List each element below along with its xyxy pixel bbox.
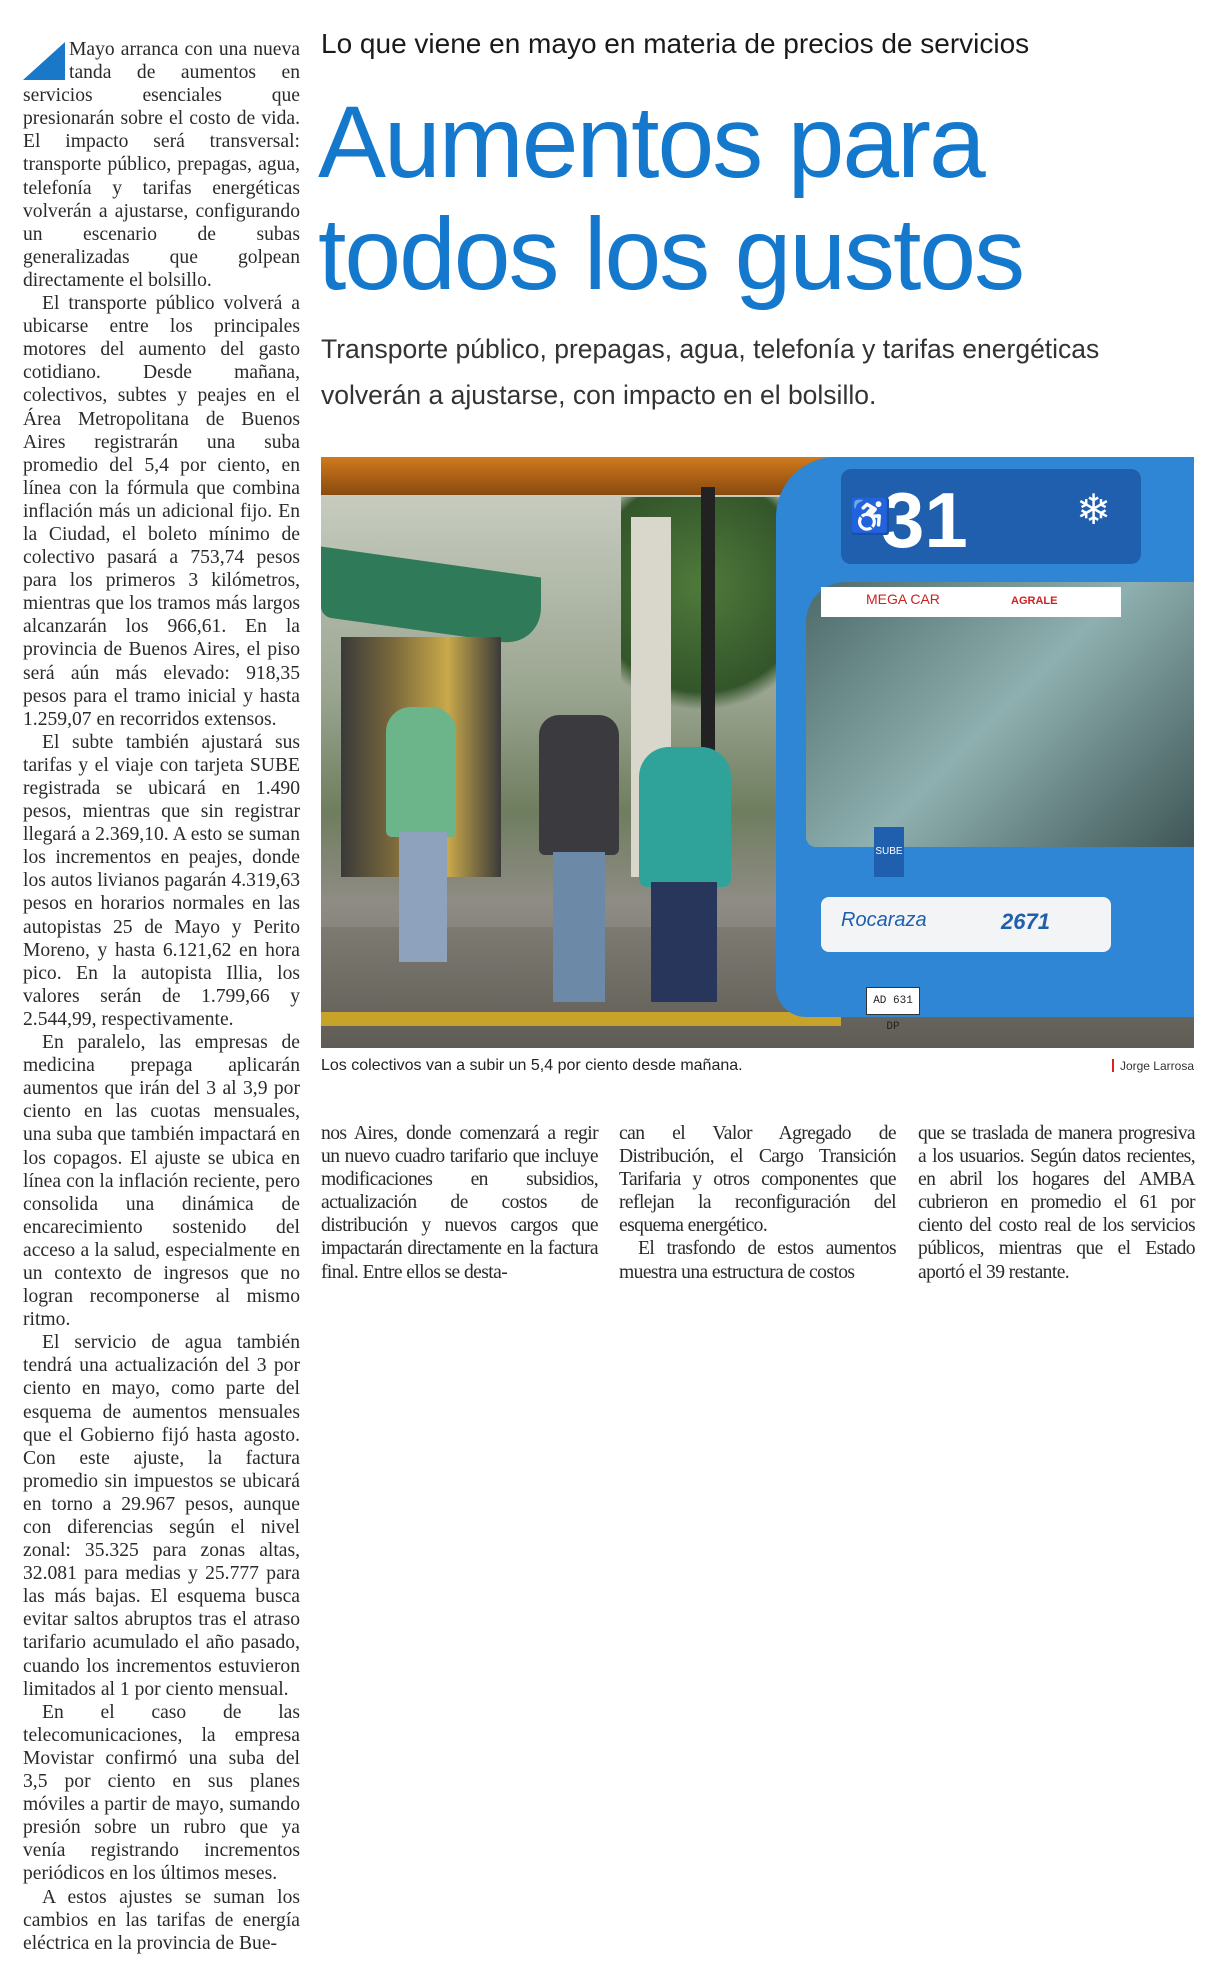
article-column-3	[619, 1122, 896, 1284]
snowflake-icon: ❄	[1076, 488, 1112, 534]
article-column-4	[918, 1122, 1195, 1284]
headline-line-1: Aumentos para	[318, 85, 984, 199]
accessibility-icon: ♿	[849, 499, 892, 536]
paragraph: El trasfondo de estos aumentos muestra una estructura de costos	[619, 1238, 896, 1283]
photo-credit	[1112, 1059, 1194, 1073]
credit-bar	[1112, 1059, 1114, 1072]
paragraph: can el Valor Agregado de Distribución, el Cargo Transición Tarifaria y otros componentes que reflejan la reconfiguración del esquema energético.	[619, 1123, 896, 1237]
article-column-2	[321, 1122, 598, 1284]
person-green-shirt	[386, 707, 456, 837]
headline-line-2: todos los gustos	[318, 197, 1024, 311]
kicker: Lo que viene en mayo en materia de precios de servicios	[321, 28, 1030, 59]
photo-caption: Los colectivos van a subir un 5,4 por ciento desde mañana.	[321, 1057, 743, 1074]
triangle-drop-icon	[23, 42, 65, 80]
person-teal-shirt	[639, 747, 731, 887]
bus-brand: AGRALE	[1011, 595, 1058, 607]
paragraph: nos Aires, donde comenzará a regir un nuevo cuadro tarifario que incluye modificaciones en subsidios, actualización de costos de distribución y nuevos cargos que impactarán directamente en la factura final. Entre ellos se desta-	[321, 1123, 598, 1283]
paragraph: El transporte público volverá a ubicarse entre los principales motores del aumento del gasto cotidiano. Desde mañana, colectivos, subtes y peajes en el Área Metropolitana de Buenos Aires registrarán una suba promedio del 5,4 por ciento, en línea con la fórmula que combina inflación más un adicional fijo. En la Ciudad, el boleto mínimo de colectivo pasará a 753,74 pesos para los primeros 3 kilómetros, mientras que los tramos más largos alcanzarán los 966,61. En la provincia de Buenos Aires, el piso será aún más elevado: 918,35 pesos para el tramo inicial y hasta 1.259,07 en recorridos extensos.	[23, 293, 300, 730]
paragraph: que se traslada de manera progresiva a los usuarios. Según datos recientes, en abril los hogares del AMBA cubrieron en promedio el 61 por ciento del costo real de los servicios públicos, mientras que el Estado aportó el 39 restante.	[918, 1123, 1195, 1283]
paragraph: Mayo arranca con una nueva tanda de aumentos en servicios esenciales que presionarán sobre el costo de vida. El impacto será transversal: transporte público, prepagas, agua, telefonía y tarifas energéticas volverán a ajustarse, configurando un escenario de subas generalizadas que golpean directamente el bolsillo.	[23, 39, 300, 291]
article-column-1	[23, 38, 300, 1955]
bus-windshield	[806, 582, 1194, 847]
person-legs	[399, 832, 447, 962]
paragraph: En paralelo, las empresas de medicina prepaga aplicarán aumentos que irán del 3 al 3,9 por ciento en las cuotas mensuales, una suba que también impactará en los copagos. El ajuste se ubica en línea con la inflación reciente, pero consolida una dinámica de encarecimiento sostenido del acceso a la salud, especialmente en un contexto de ingresos que no logran recomponerse al mismo ritmo.	[23, 1032, 300, 1331]
curb	[321, 1012, 841, 1026]
subtitle: Transporte público, prepagas, agua, telefonía y tarifas energéticas volverán a ajustarse, con impacto en el bolsillo.	[321, 334, 1100, 410]
headline	[318, 86, 1023, 310]
bus-line-number: 31	[881, 476, 968, 564]
bus-number: 2671	[1001, 909, 1050, 934]
person-jeans	[553, 852, 605, 1002]
shelter-roof	[321, 457, 841, 495]
person-vest	[539, 715, 619, 855]
sube-sticker: SUBE	[874, 827, 904, 877]
article-photo	[321, 457, 1194, 1048]
person-dark-pants	[651, 882, 717, 1002]
license-plate: AD 631 DP	[866, 987, 920, 1015]
paragraph: A estos ajustes se suman los cambios en las tarifas de energía eléctrica en la provincia de Bue-	[23, 1886, 300, 1954]
paragraph: En el caso de las telecomunicaciones, la empresa Movistar confirmó una suba del 3,5 por ciento en sus planes móviles a partir de mayo, sumando presión sobre un rubro que ya venía registrando incrementos periódicos en los últimos meses.	[23, 1701, 300, 1885]
bus-company: Rocaraza	[841, 909, 927, 931]
windshield-sign: MEGA CAR	[866, 591, 940, 607]
credit-name: Jorge Larrosa	[1119, 1059, 1194, 1073]
paragraph: El subte también ajustará sus tarifas y el viaje con tarjeta SUBE registrada se ubicará en 1.490 pesos, mientras que sin registrar llegará a 2.369,10. A esto se suman los incrementos en peajes, donde los autos livianos pagarán 4.319,63 pesos en horarios normales en las autopistas 25 de Mayo y Perito Moreno, y hasta 6.121,62 en hora pico. En la autopista Illia, los valores serán de 1.799,66 y 2.544,99, respectivamente.	[23, 731, 300, 1030]
paragraph: El servicio de agua también tendrá una actualización del 3 por ciento en mayo, como parte del esquema de aumentos mensuales que el Gobierno fijó hasta agosto. Con este ajuste, la factura promedio sin impuestos se ubicará en torno a 29.967 pesos, aunque con diferencias según el nivel zonal: 35.325 para zonas altas, 32.081 para medias y 25.777 para las más bajas. El esquema busca evitar saltos abruptos tras el atraso tarifario acumulado el año pasado, cuando los incrementos estuvieron limitados al 1 por ciento mensual.	[23, 1332, 300, 1700]
